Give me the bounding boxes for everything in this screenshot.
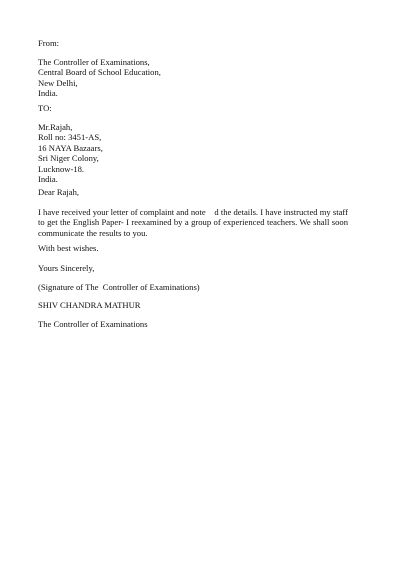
signatory-name: SHIV CHANDRA MATHUR (38, 300, 141, 310)
closing: Yours Sincerely, (38, 263, 95, 273)
sender-address (38, 57, 161, 99)
sender-address-line: New Delhi, (38, 77, 78, 88)
signatory-title: The Controller of Examinations (38, 319, 148, 329)
letter-body: I have received your letter of complaint and note d the details. I have instructed my staff to get the English Paper- I reexamined by a group of experienced teachers. We shall soon communicate the results to you. (38, 207, 351, 238)
sender-address-line: The Controller of Examinations, (38, 57, 150, 67)
best-wishes: With best wishes. (38, 243, 99, 253)
recipient-address-line: India. (38, 174, 58, 185)
recipient-address-line: 16 NAYA Bazaars, (38, 142, 103, 153)
recipient-address-line: Mr.Rajah, (38, 122, 73, 132)
to-label: TO: (38, 103, 52, 113)
from-label: From: (38, 38, 60, 48)
recipient-address-line: Roll no: 3451-AS, (38, 132, 102, 143)
sender-address-line: India. (38, 88, 58, 99)
salutation: Dear Rajah, (38, 187, 80, 197)
sender-address-line: Central Board of School Education, (38, 67, 161, 78)
recipient-address (38, 122, 103, 184)
signature-note: (Signature of The Controller of Examinations) (38, 282, 200, 292)
recipient-address-line: Lucknow-18. (38, 163, 85, 174)
recipient-address-line: Sri Niger Colony, (38, 153, 99, 164)
